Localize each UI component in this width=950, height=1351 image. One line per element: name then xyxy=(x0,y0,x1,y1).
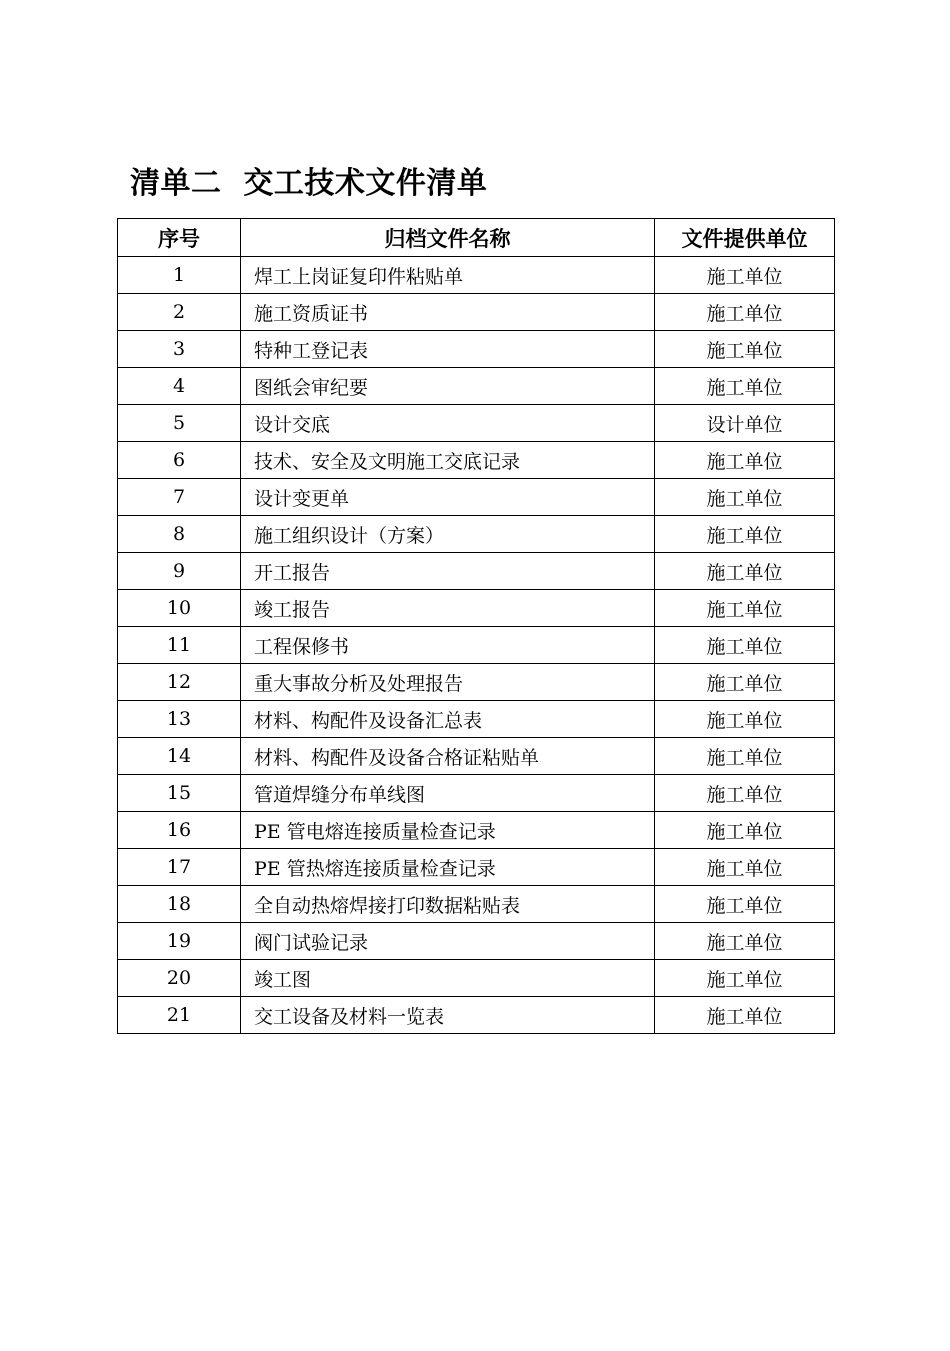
cell-file-name: 设计变更单 xyxy=(241,479,655,516)
cell-provider-unit: 施工单位 xyxy=(655,442,835,479)
cell-serial-number: 11 xyxy=(118,627,241,664)
cell-file-name: 阀门试验记录 xyxy=(241,923,655,960)
cell-file-name: 材料、构配件及设备合格证粘贴单 xyxy=(241,738,655,775)
cell-file-name: 施工资质证书 xyxy=(241,294,655,331)
table-row xyxy=(118,923,835,960)
table-header-row xyxy=(118,219,835,257)
table-row xyxy=(118,479,835,516)
cell-file-name: 图纸会审纪要 xyxy=(241,368,655,405)
cell-provider-unit: 施工单位 xyxy=(655,812,835,849)
cell-serial-number: 7 xyxy=(118,479,241,516)
cell-serial-number: 8 xyxy=(118,516,241,553)
cell-serial-number: 10 xyxy=(118,590,241,627)
table-row xyxy=(118,997,835,1034)
cell-provider-unit: 施工单位 xyxy=(655,775,835,812)
document-title: 清单二 交工技术文件清单 xyxy=(130,166,488,201)
cell-serial-number: 16 xyxy=(118,812,241,849)
cell-file-name: 竣工图 xyxy=(241,960,655,997)
table-row xyxy=(118,516,835,553)
table-row xyxy=(118,442,835,479)
cell-file-name: 竣工报告 xyxy=(241,590,655,627)
cell-serial-number: 1 xyxy=(118,257,241,294)
table-row xyxy=(118,812,835,849)
cell-file-name: 技术、安全及文明施工交底记录 xyxy=(241,442,655,479)
cell-serial-number: 19 xyxy=(118,923,241,960)
cell-provider-unit: 施工单位 xyxy=(655,627,835,664)
cell-file-name: 材料、构配件及设备汇总表 xyxy=(241,701,655,738)
table-row xyxy=(118,257,835,294)
table-row xyxy=(118,553,835,590)
table-row xyxy=(118,960,835,997)
table-row xyxy=(118,294,835,331)
table-body xyxy=(118,257,835,1034)
cell-file-name: PE 管热熔连接质量检查记录 xyxy=(241,849,655,886)
table-row xyxy=(118,627,835,664)
cell-file-name: 焊工上岗证复印件粘贴单 xyxy=(241,257,655,294)
cell-provider-unit: 施工单位 xyxy=(655,923,835,960)
cell-serial-number: 21 xyxy=(118,997,241,1034)
table-row xyxy=(118,331,835,368)
cell-provider-unit: 施工单位 xyxy=(655,331,835,368)
header-provider-unit: 文件提供单位 xyxy=(655,219,835,257)
cell-serial-number: 17 xyxy=(118,849,241,886)
cell-file-name: 重大事故分析及处理报告 xyxy=(241,664,655,701)
table-row xyxy=(118,405,835,442)
cell-provider-unit: 施工单位 xyxy=(655,368,835,405)
cell-file-name: 全自动热熔焊接打印数据粘贴表 xyxy=(241,886,655,923)
cell-file-name: 设计交底 xyxy=(241,405,655,442)
cell-file-name: PE 管电熔连接质量检查记录 xyxy=(241,812,655,849)
cell-provider-unit: 施工单位 xyxy=(655,738,835,775)
cell-serial-number: 15 xyxy=(118,775,241,812)
header-serial-number: 序号 xyxy=(118,219,241,257)
cell-serial-number: 3 xyxy=(118,331,241,368)
table-row xyxy=(118,590,835,627)
cell-provider-unit: 施工单位 xyxy=(655,960,835,997)
cell-provider-unit: 施工单位 xyxy=(655,664,835,701)
cell-file-name: 开工报告 xyxy=(241,553,655,590)
cell-file-name: 工程保修书 xyxy=(241,627,655,664)
cell-provider-unit: 施工单位 xyxy=(655,997,835,1034)
cell-file-name: 管道焊缝分布单线图 xyxy=(241,775,655,812)
table-row xyxy=(118,701,835,738)
header-file-name: 归档文件名称 xyxy=(241,219,655,257)
table-row xyxy=(118,664,835,701)
cell-provider-unit: 施工单位 xyxy=(655,553,835,590)
cell-provider-unit: 施工单位 xyxy=(655,590,835,627)
cell-serial-number: 9 xyxy=(118,553,241,590)
cell-serial-number: 12 xyxy=(118,664,241,701)
cell-serial-number: 5 xyxy=(118,405,241,442)
cell-serial-number: 18 xyxy=(118,886,241,923)
cell-provider-unit: 施工单位 xyxy=(655,257,835,294)
cell-serial-number: 13 xyxy=(118,701,241,738)
cell-provider-unit: 设计单位 xyxy=(655,405,835,442)
cell-provider-unit: 施工单位 xyxy=(655,516,835,553)
cell-provider-unit: 施工单位 xyxy=(655,701,835,738)
cell-serial-number: 20 xyxy=(118,960,241,997)
table-row xyxy=(118,738,835,775)
table-row xyxy=(118,368,835,405)
cell-file-name: 特种工登记表 xyxy=(241,331,655,368)
cell-serial-number: 4 xyxy=(118,368,241,405)
table-row xyxy=(118,886,835,923)
cell-provider-unit: 施工单位 xyxy=(655,886,835,923)
cell-serial-number: 14 xyxy=(118,738,241,775)
cell-serial-number: 6 xyxy=(118,442,241,479)
table-row xyxy=(118,849,835,886)
cell-serial-number: 2 xyxy=(118,294,241,331)
cell-provider-unit: 施工单位 xyxy=(655,849,835,886)
cell-provider-unit: 施工单位 xyxy=(655,479,835,516)
file-list-table xyxy=(117,218,835,1034)
cell-file-name: 交工设备及材料一览表 xyxy=(241,997,655,1034)
table-row xyxy=(118,775,835,812)
cell-file-name: 施工组织设计（方案） xyxy=(241,516,655,553)
cell-provider-unit: 施工单位 xyxy=(655,294,835,331)
